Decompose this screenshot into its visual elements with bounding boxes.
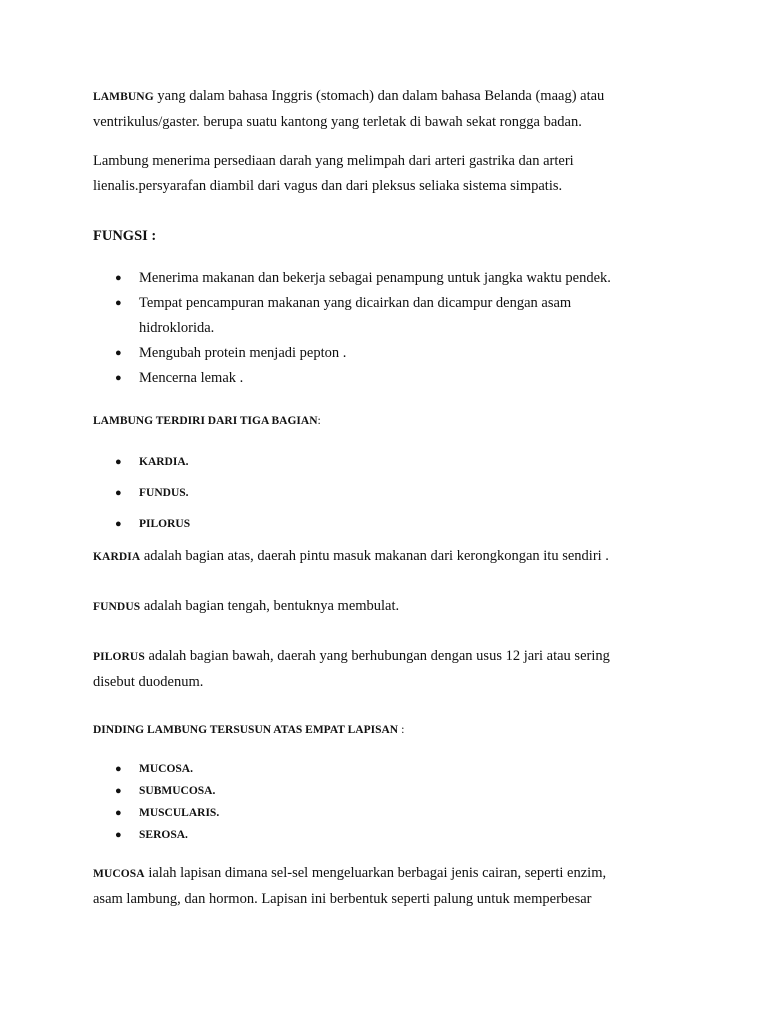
blood-line-1: Lambung menerima persediaan darah yang melimpah dari arteri gastrika dan arteri bbox=[93, 153, 574, 169]
kardia-paragraph bbox=[93, 544, 693, 570]
blood-supply-paragraph bbox=[93, 149, 693, 199]
list-item-text: FUNDUS. bbox=[139, 487, 189, 499]
bagian-list bbox=[0, 447, 659, 540]
list-item bbox=[0, 758, 659, 780]
list-item bbox=[0, 447, 659, 478]
mucosa-line-2: asam lambung, dan hormon. Lapisan ini berbentuk seperti palung untuk memperbesar bbox=[93, 891, 592, 907]
intro-paragraph bbox=[93, 84, 693, 135]
bullet-icon: ● bbox=[115, 518, 122, 530]
mucosa-line-1: ialah lapisan dimana sel-sel mengeluarkan berbagai jenis cairan, seperti enzim, bbox=[144, 865, 607, 881]
blood-line-2: lienalis.persyarafan diambil dari vagus dan dari pleksus seliaka sistema simpatis. bbox=[93, 178, 563, 194]
list-item bbox=[0, 291, 659, 316]
list-item bbox=[0, 341, 659, 366]
mucosa-term: MUCOSA bbox=[93, 868, 145, 880]
dinding-list bbox=[0, 758, 659, 846]
bullet-icon: ● bbox=[115, 372, 122, 384]
fungsi-list bbox=[0, 266, 659, 391]
list-item bbox=[0, 802, 659, 824]
list-item-text: MUSCULARIS. bbox=[139, 807, 220, 819]
list-item-continuation bbox=[0, 316, 659, 341]
list-item-text: SEROSA. bbox=[139, 829, 188, 841]
intro-term: LAMBUNG bbox=[93, 91, 154, 103]
bagian-heading-tail: : bbox=[317, 413, 321, 427]
bagian-heading bbox=[93, 413, 321, 428]
list-item-text: Mencerna lemak . bbox=[139, 370, 244, 386]
dinding-heading bbox=[93, 722, 404, 737]
pilorus-paragraph bbox=[93, 644, 693, 695]
list-item-text: PILORUS bbox=[139, 518, 191, 530]
bullet-icon: ● bbox=[115, 763, 122, 775]
list-item-text: Tempat pencampuran makanan yang dicairkan dan dicampur dengan asam bbox=[139, 295, 572, 311]
list-item-text: KARDIA. bbox=[139, 456, 189, 468]
bullet-icon: ● bbox=[115, 347, 122, 359]
fungsi-heading: FUNGSI : bbox=[93, 228, 157, 244]
bullet-icon: ● bbox=[115, 456, 122, 468]
intro-line-1: yang dalam bahasa Inggris (stomach) dan dalam bahasa Belanda (maag) atau bbox=[153, 88, 605, 104]
kardia-text: adalah bagian atas, daerah pintu masuk makanan dari kerongkongan itu sendiri . bbox=[140, 548, 609, 564]
bullet-icon: ● bbox=[115, 487, 122, 499]
fundus-paragraph bbox=[93, 594, 693, 620]
list-item bbox=[0, 824, 659, 846]
mucosa-paragraph bbox=[93, 861, 693, 912]
list-item-text: Mengubah protein menjadi pepton . bbox=[139, 345, 347, 361]
bullet-icon: ● bbox=[115, 297, 122, 309]
list-item-text: Menerima makanan dan bekerja sebagai penampung untuk jangka waktu pendek. bbox=[139, 270, 611, 286]
bullet-icon: ● bbox=[115, 272, 122, 284]
bullet-icon: ● bbox=[115, 785, 122, 797]
list-item bbox=[0, 509, 659, 540]
list-item-text: MUCOSA. bbox=[139, 763, 193, 775]
kardia-term: KARDIA bbox=[93, 551, 141, 563]
bagian-heading-text: LAMBUNG TERDIRI DARI TIGA BAGIAN bbox=[93, 415, 318, 427]
list-item bbox=[0, 478, 659, 509]
fundus-term: FUNDUS bbox=[93, 601, 141, 613]
list-item-text: SUBMUCOSA. bbox=[139, 785, 216, 797]
pilorus-line-2: disebut duodenum. bbox=[93, 674, 204, 690]
fundus-text: adalah bagian tengah, bentuknya membulat. bbox=[140, 598, 400, 614]
pilorus-term: PILORUS bbox=[93, 651, 145, 663]
bullet-icon: ● bbox=[115, 829, 122, 841]
intro-line-2: ventrikulus/gaster. berupa suatu kantong yang terletak di bawah sekat rongga badan. bbox=[93, 114, 582, 130]
list-item bbox=[0, 780, 659, 802]
list-item bbox=[0, 266, 659, 291]
list-item-text: hidroklorida. bbox=[139, 320, 215, 336]
pilorus-line-1: adalah bagian bawah, daerah yang berhubungan dengan usus 12 jari atau sering bbox=[144, 648, 610, 664]
bullet-icon: ● bbox=[115, 807, 122, 819]
list-item bbox=[0, 366, 659, 391]
dinding-heading-tail: : bbox=[398, 722, 405, 736]
dinding-heading-text: DINDING LAMBUNG TERSUSUN ATAS EMPAT LAPISAN bbox=[93, 724, 399, 736]
